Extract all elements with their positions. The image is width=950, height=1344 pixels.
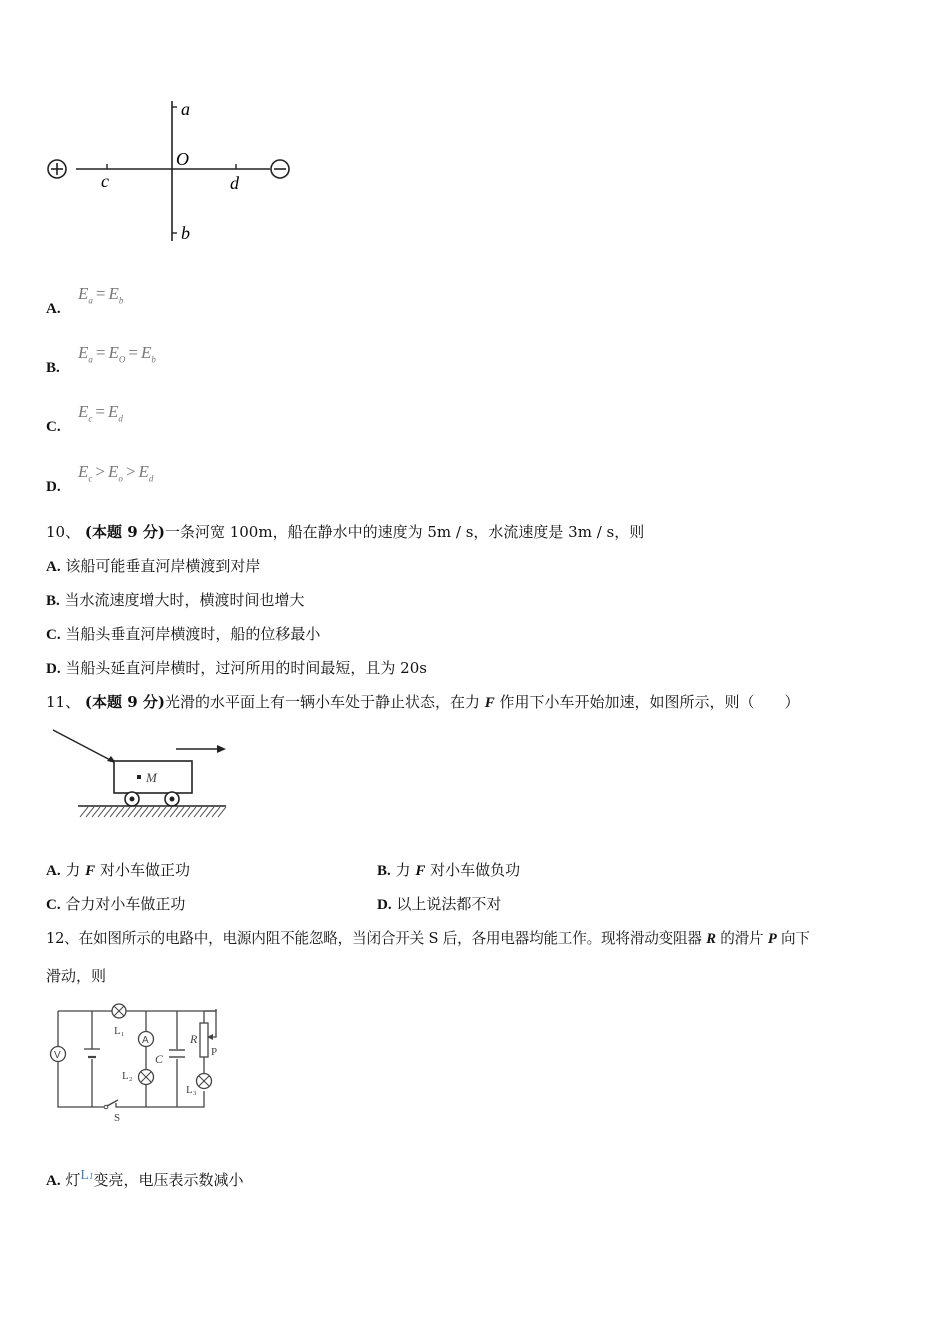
l2-label: L₂ — [122, 1070, 133, 1082]
label-o: O — [176, 149, 189, 169]
q10-text: 一条河宽 100m，船在静水中的速度为 5m / s，水流速度是 3m / s，则 — [164, 523, 645, 541]
q12-stem: 12、在如图所示的电路中，电源内阻不能忽略，当闭合开关 S 后，各用电器均能工作。现将滑动变阻器 R 的滑片 P 向下 — [46, 930, 810, 947]
q9-option-b-formula: $E_a = E_O = E_b$ — [78, 343, 156, 365]
q10-option-a: A. 该船可能垂直河岸横渡到对岸 — [46, 557, 261, 575]
q10-number: 10、 — [46, 523, 81, 541]
q10-option-d: D. 当船头延直河岸横时，过河所用的时间最短，且为 20s — [46, 659, 427, 677]
voltmeter-icon — [51, 1047, 66, 1062]
battery-icon — [84, 1049, 100, 1057]
q11-option-d: D. 以上说法都不对 — [377, 895, 502, 913]
q11-option-b: B. 力 F 对小车做负功 — [377, 861, 521, 879]
s-label: S — [114, 1112, 121, 1124]
q9-option-a: A. — [46, 301, 61, 317]
q11-option-c: C. 合力对小车做正功 — [46, 895, 186, 913]
field-diagram — [40, 95, 300, 250]
q11-option-a: A. 力 F 对小车做正功 — [46, 861, 190, 879]
ground-hatch — [80, 807, 226, 817]
lamp-l1-icon — [112, 1004, 126, 1018]
l1-label: L₁ — [114, 1025, 125, 1037]
q9-option-d-formula: $E_c > E_o > E_d$ — [78, 462, 154, 484]
q10-option-c: C. 当船头垂直河岸横渡时，船的位移最小 — [46, 625, 321, 643]
cart-diagram — [48, 725, 238, 820]
q9-option-d: D. — [46, 479, 61, 495]
q11-stem: 11、 (本题 9 分)光滑的水平面上有一辆小车处于静止状态，在力 F 作用下小车开始加速，如图所示，则（ ） — [46, 693, 800, 711]
force-arrow — [53, 730, 114, 762]
lamp-symbol: L1 — [80, 1168, 94, 1183]
q9-option-a-formula: $E_a = E_b$ — [78, 284, 124, 306]
positive-charge-icon — [48, 160, 66, 178]
label-a: a — [181, 99, 190, 119]
q12-number: 12、 — [46, 930, 79, 947]
q10-option-b: B. 当水流速度增大时，横渡时间也增大 — [46, 591, 305, 609]
q9-option-c-formula: $E_c = E_d$ — [78, 402, 123, 424]
q10-tag: (本题 9 分) — [84, 523, 165, 541]
lamp-l2-icon — [139, 1070, 154, 1085]
q9-option-b: B. — [46, 360, 60, 376]
q12-stem-line2: 滑动，则 — [46, 967, 107, 985]
capacitor-icon — [169, 1050, 185, 1057]
ammeter-icon — [139, 1032, 154, 1047]
circuit-diagram — [44, 995, 234, 1125]
label-d: d — [230, 173, 239, 193]
label-c: c — [101, 171, 109, 191]
svg-text:V: V — [54, 1050, 61, 1061]
svg-text:A: A — [142, 1035, 149, 1046]
q12-option-a: A. 灯L1变亮，电压表示数减小 — [46, 1168, 244, 1189]
p-label: P — [211, 1046, 218, 1058]
q10-stem — [46, 522, 644, 542]
lamp-l3-icon — [197, 1074, 212, 1089]
c-label: C — [155, 1052, 164, 1066]
negative-charge-icon — [271, 160, 289, 178]
mass-label: M — [146, 770, 157, 785]
label-b: b — [181, 223, 190, 243]
q9-option-c: C. — [46, 419, 61, 435]
q11-tag: (本题 9 分) — [84, 693, 165, 711]
r-label: R — [190, 1032, 198, 1046]
q11-number: 11、 — [46, 693, 81, 711]
l3-label: L₃ — [186, 1084, 197, 1096]
